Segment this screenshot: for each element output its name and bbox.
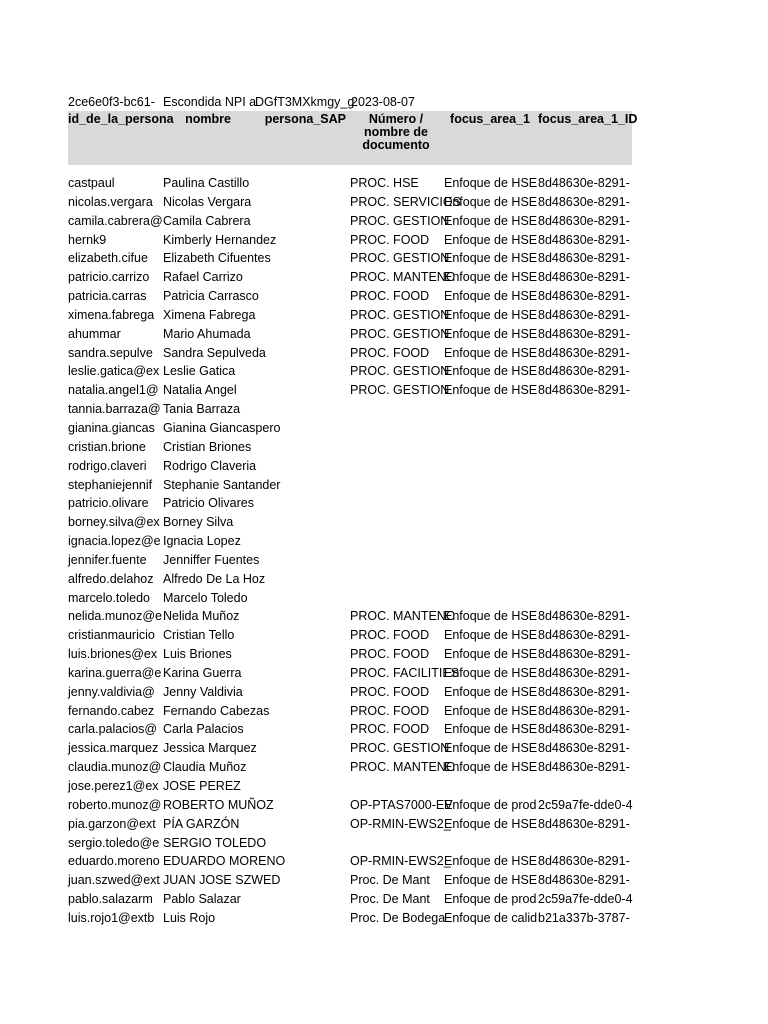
cell-documento[interactable]: PROC. FOOD (350, 628, 430, 643)
cell-focus-area-id[interactable]: 8d48630e-8291- (538, 364, 630, 379)
cell-documento[interactable]: PROC. HSE (350, 176, 419, 190)
cell-id[interactable]: ximena.fabrega (68, 307, 155, 322)
cell-focus-area-id[interactable]: 8d48630e-8291- (538, 722, 630, 737)
table-row (68, 362, 632, 381)
cell-documento[interactable]: PROC. FOOD (350, 703, 430, 718)
cell-focus-area[interactable]: Enfoque de HSE (444, 665, 538, 680)
cell-id[interactable]: luis.briones@ex (68, 647, 158, 662)
cell-documento[interactable]: PROC. GESTION (350, 383, 450, 398)
cell-id[interactable]: borney.silva@ex (68, 515, 160, 530)
cell-id[interactable]: nelida.munoz@e (68, 609, 162, 624)
cell-focus-area-id[interactable]: 8d48630e-8291- (538, 176, 630, 190)
cell-documento[interactable]: OP-PTAS7000-EV (350, 797, 453, 812)
table-row (68, 890, 632, 909)
cell-focus-area[interactable]: Enfoque de HSE (444, 176, 538, 190)
cell-id[interactable]: rodrigo.claveri (68, 458, 147, 473)
table-row (68, 268, 632, 287)
cell-focus-area[interactable]: Enfoque de HSE (444, 647, 538, 662)
cell-documento[interactable]: PROC. GESTION (350, 364, 450, 379)
cell-nombre[interactable]: Karina Guerra (163, 665, 242, 680)
table-row (68, 419, 632, 438)
cell-id[interactable]: pia.garzon@ext (68, 816, 156, 831)
header-id[interactable]: id_de_la_persona (68, 112, 174, 126)
cell-id[interactable]: eduardo.moreno (68, 854, 160, 869)
cell-id[interactable]: stephaniejennif (68, 477, 153, 492)
cell-id[interactable]: ahummar (68, 326, 121, 341)
cell-id[interactable]: patricia.carras (68, 289, 147, 304)
cell-nombre[interactable]: Gianina Giancaspero (163, 420, 281, 435)
table-row (68, 174, 632, 193)
table-row (68, 476, 632, 495)
cell-id[interactable]: fernando.cabez (68, 703, 155, 718)
cell-documento[interactable]: PROC. FOOD (350, 289, 430, 304)
cell-id[interactable]: jennifer.fuente (68, 552, 147, 567)
header-persona-sap[interactable]: persona_SAP (264, 112, 346, 126)
table-row (68, 249, 632, 268)
cell-id[interactable]: carla.palacios@ (68, 722, 158, 737)
cell-focus-area[interactable]: Enfoque de HSE (444, 684, 538, 699)
cell-nombre[interactable]: Carla Palacios (163, 722, 244, 737)
table-row (68, 739, 632, 758)
cell-focus-area[interactable]: Enfoque de HSE (444, 722, 538, 737)
table-row (68, 796, 632, 815)
cell-documento[interactable]: PROC. MANTENC (350, 609, 455, 624)
cell-focus-area[interactable]: Enfoque de HSE (444, 345, 538, 360)
cell-documento[interactable]: Proc. De Mant (350, 873, 430, 888)
cell-focus-area-id[interactable]: 8d48630e-8291- (538, 647, 630, 662)
cell-id[interactable]: pablo.salazarm (68, 892, 153, 907)
cell-id[interactable]: sergio.toledo@e (68, 835, 160, 850)
cell-focus-area-id[interactable]: 8d48630e-8291- (538, 816, 630, 831)
table-row (68, 381, 632, 400)
cell-focus-area[interactable]: Enfoque de HSE (444, 213, 538, 228)
cell-documento[interactable]: PROC. FOOD (350, 722, 430, 737)
cell-nombre[interactable]: Rodrigo Claveria (163, 458, 257, 473)
table-row (68, 589, 632, 608)
cell-nombre[interactable]: Ximena Fabrega (163, 307, 256, 322)
table-row (68, 344, 632, 363)
cell-focus-area[interactable]: Enfoque de calid (444, 910, 538, 925)
table-row (68, 834, 632, 853)
table-row (68, 815, 632, 834)
cell-nombre[interactable]: Luis Briones (163, 647, 232, 662)
table-row (68, 909, 632, 928)
cell-focus-area-id[interactable]: 8d48630e-8291- (538, 383, 630, 398)
cell-id[interactable]: patricio.carrizo (68, 270, 150, 285)
cell-nombre[interactable]: Leslie Gatica (163, 364, 236, 379)
cell-focus-area-id[interactable]: 8d48630e-8291- (538, 270, 630, 285)
cell-focus-area-id[interactable]: 8d48630e-8291- (538, 345, 630, 360)
cell-focus-area-id[interactable]: 8d48630e-8291- (538, 665, 630, 680)
cell-documento[interactable]: PROC. SERVICIOS (350, 194, 461, 209)
table-row (68, 325, 632, 344)
table-row (68, 438, 632, 457)
cell-nombre[interactable]: SERGIO TOLEDO (163, 835, 267, 850)
cell-id[interactable]: castpaul (68, 176, 115, 190)
cell-focus-area-id[interactable]: 8d48630e-8291- (538, 760, 630, 775)
table-row (68, 626, 632, 645)
table-row (68, 306, 632, 325)
cell-focus-area-id[interactable]: 2c59a7fe-dde0-4 (538, 797, 633, 812)
cell-focus-area-id[interactable]: 8d48630e-8291- (538, 684, 630, 699)
cell-nombre[interactable]: Ignacia Lopez (163, 534, 241, 549)
cell-focus-area-id[interactable]: 8d48630e-8291- (538, 232, 630, 247)
table-body (68, 174, 632, 928)
cell-id[interactable]: jessica.marquez (68, 741, 159, 756)
top-cell-name[interactable]: Escondida NPI a (163, 95, 257, 109)
cell-documento[interactable]: PROC. FOOD (350, 232, 430, 247)
cell-nombre[interactable]: Pablo Salazar (163, 892, 241, 907)
cell-focus-area[interactable]: Enfoque de HSE (444, 194, 538, 209)
cell-documento[interactable]: PROC. MANTENC (350, 270, 455, 285)
table-row (68, 570, 632, 589)
cell-nombre[interactable]: Jenniffer Fuentes (163, 552, 260, 567)
cell-focus-area[interactable]: Enfoque de HSE (444, 816, 538, 831)
cell-focus-area[interactable]: Enfoque de HSE (444, 289, 538, 304)
table-row (68, 532, 632, 551)
cell-nombre[interactable]: Claudia Muñoz (163, 760, 247, 775)
cell-nombre[interactable]: Sandra Sepulveda (163, 345, 266, 360)
cell-focus-area[interactable]: Enfoque de HSE (444, 270, 538, 285)
cell-focus-area-id[interactable]: 8d48630e-8291- (538, 873, 630, 888)
cell-focus-area-id[interactable]: 8d48630e-8291- (538, 213, 630, 228)
cell-focus-area[interactable]: Enfoque de HSE (444, 326, 538, 341)
table-row (68, 852, 632, 871)
table-row (68, 607, 632, 626)
cell-nombre[interactable]: Kimberly Hernandez (163, 232, 277, 247)
cell-documento[interactable]: PROC. GESTION (350, 251, 450, 266)
cell-id[interactable]: gianina.giancas (68, 420, 155, 435)
table-row (68, 287, 632, 306)
cell-focus-area[interactable]: Enfoque de HSE (444, 628, 538, 643)
table-row (68, 871, 632, 890)
cell-documento[interactable]: Proc. De Mant (350, 892, 430, 907)
spacer (68, 165, 632, 174)
cell-nombre[interactable]: Borney Silva (163, 515, 234, 530)
table-row (68, 758, 632, 777)
table-row (68, 664, 632, 683)
table-row (68, 720, 632, 739)
cell-focus-area[interactable]: Enfoque de HSE (444, 364, 538, 379)
cell-id[interactable]: leslie.gatica@ex (68, 364, 160, 379)
cell-documento[interactable]: PROC. FOOD (350, 684, 430, 699)
table-row (68, 400, 632, 419)
cell-id[interactable]: ignacia.lopez@e (68, 534, 161, 549)
cell-nombre[interactable]: JUAN JOSE SZWED (163, 873, 281, 888)
table-row (68, 231, 632, 250)
cell-nombre[interactable]: Luis Rojo (163, 910, 216, 925)
cell-id[interactable]: karina.guerra@e (68, 665, 162, 680)
cell-documento[interactable]: PROC. FOOD (350, 345, 430, 360)
cell-nombre[interactable]: Cristian Tello (163, 628, 235, 643)
top-cell-id[interactable]: 2ce6e0f3-bc61- (68, 95, 155, 109)
cell-focus-area[interactable]: Enfoque de HSE (444, 854, 538, 869)
table-row (68, 513, 632, 532)
cell-documento[interactable]: PROC. MANTENC (350, 760, 455, 775)
cell-nombre[interactable]: Fernando Cabezas (163, 703, 270, 718)
cell-nombre[interactable]: EDUARDO MORENO (163, 854, 286, 869)
cell-id[interactable]: luis.rojo1@extb (68, 910, 155, 925)
table-row (68, 702, 632, 721)
cell-id[interactable]: claudia.munoz@ (68, 760, 162, 775)
cell-focus-area-id[interactable]: 8d48630e-8291- (538, 307, 630, 322)
cell-documento[interactable]: PROC. FACILITIES (350, 665, 460, 680)
cell-nombre[interactable]: Tania Barraza (163, 402, 241, 417)
cell-id[interactable]: camila.cabrera@ (68, 213, 163, 228)
cell-documento[interactable]: PROC. GESTION (350, 326, 450, 341)
cell-nombre[interactable]: Marcelo Toledo (163, 590, 248, 605)
cell-id[interactable]: alfredo.delahoz (68, 571, 154, 586)
cell-nombre[interactable]: PÍA GARZÓN (163, 816, 240, 831)
cell-focus-area-id[interactable]: 8d48630e-8291- (538, 628, 630, 643)
cell-nombre[interactable]: Cristian Briones (163, 439, 252, 454)
cell-documento[interactable]: PROC. GESTION (350, 213, 450, 228)
cell-documento[interactable]: PROC. FOOD (350, 647, 430, 662)
cell-focus-area[interactable]: Enfoque de HSE (444, 307, 538, 322)
cell-nombre[interactable]: Paulina Castillo (163, 176, 250, 190)
header-nombre[interactable]: nombre (185, 112, 231, 126)
cell-nombre[interactable]: Jenny Valdivia (163, 684, 243, 699)
cell-focus-area-id[interactable]: 8d48630e-8291- (538, 854, 630, 869)
cell-nombre[interactable]: Rafael Carrizo (163, 270, 243, 285)
cell-nombre[interactable]: Alfredo De La Hoz (163, 571, 266, 586)
cell-nombre[interactable]: Patricia Carrasco (163, 289, 259, 304)
cell-documento[interactable]: PROC. GESTION (350, 741, 450, 756)
cell-focus-area[interactable]: Enfoque de HSE (444, 383, 538, 398)
table-row (68, 212, 632, 231)
cell-id[interactable]: sandra.sepulve (68, 345, 153, 360)
cell-id[interactable]: nicolas.vergara (68, 194, 153, 209)
table-row (68, 683, 632, 702)
cell-nombre[interactable]: Nelida Muñoz (163, 609, 240, 624)
header-focus-area-id[interactable]: focus_area_1_ID (538, 112, 638, 126)
cell-id[interactable]: jenny.valdivia@ (68, 684, 155, 699)
cell-id[interactable]: elizabeth.cifue (68, 251, 148, 266)
cell-focus-area[interactable]: Enfoque de HSE (444, 703, 538, 718)
cell-id[interactable]: hernk9 (68, 232, 107, 247)
table-row (68, 645, 632, 664)
cell-id[interactable]: patricio.olivare (68, 496, 149, 511)
cell-nombre[interactable]: JOSE PEREZ (163, 779, 241, 793)
cell-nombre[interactable]: Nicolas Vergara (163, 194, 252, 209)
cell-focus-area-id[interactable]: 8d48630e-8291- (538, 251, 630, 266)
top-cell-date[interactable]: 2023-08-07 (351, 95, 415, 109)
spreadsheet (68, 94, 638, 928)
cell-focus-area-id[interactable]: 8d48630e-8291- (538, 609, 630, 624)
cell-focus-area-id[interactable]: 2c59a7fe-dde0-4 (538, 892, 633, 907)
cell-id[interactable]: jose.perez1@ex (68, 779, 159, 793)
cell-focus-area[interactable]: Enfoque de prod (444, 797, 537, 812)
cell-focus-area[interactable]: Enfoque de HSE (444, 609, 538, 624)
header-documento[interactable]: Número / nombre de documento (362, 112, 430, 152)
cell-focus-area-id[interactable]: 8d48630e-8291- (538, 703, 630, 718)
cell-nombre[interactable]: Stephanie Santander (163, 477, 281, 492)
cell-focus-area-id[interactable]: 8d48630e-8291- (538, 289, 630, 304)
cell-focus-area[interactable]: Enfoque de HSE (444, 873, 538, 888)
table-row (68, 551, 632, 570)
table-row (68, 494, 632, 513)
cell-id[interactable]: roberto.munoz@ (68, 797, 162, 812)
cell-id[interactable]: marcelo.toledo (68, 590, 150, 605)
table-row (68, 457, 632, 476)
cell-id[interactable]: cristianmauricio (68, 628, 155, 643)
cell-nombre[interactable]: ROBERTO MUÑOZ (163, 797, 274, 812)
cell-focus-area[interactable]: Enfoque de HSE (444, 251, 538, 266)
cell-focus-area-id[interactable]: 8d48630e-8291- (538, 194, 630, 209)
top-row (68, 94, 632, 111)
cell-focus-area-id[interactable]: b21a337b-3787- (538, 910, 630, 925)
cell-nombre[interactable]: Mario Ahumada (163, 326, 251, 341)
table-row (68, 193, 632, 212)
header-row (68, 111, 638, 165)
cell-id[interactable]: natalia.angel1@ (68, 383, 159, 398)
cell-nombre[interactable]: Camila Cabrera (163, 213, 251, 228)
cell-documento[interactable]: OP-RMIN-EWS2_ (350, 854, 451, 869)
cell-documento[interactable]: OP-RMIN-EWS2_ (350, 816, 451, 831)
cell-documento[interactable]: Proc. De Bodega (350, 910, 446, 925)
cell-id[interactable]: tannia.barraza@ (68, 402, 161, 417)
cell-id[interactable]: juan.szwed@ext (68, 873, 160, 888)
cell-nombre[interactable]: Jessica Marquez (163, 741, 257, 756)
cell-nombre[interactable]: Natalia Angel (163, 383, 237, 398)
cell-nombre[interactable]: Elizabeth Cifuentes (163, 251, 271, 266)
top-cell-sap[interactable]: DGfT3MXkmgy_g (255, 95, 355, 109)
cell-focus-area[interactable]: Enfoque de prod (444, 892, 537, 907)
cell-focus-area-id[interactable]: 8d48630e-8291- (538, 741, 630, 756)
cell-focus-area[interactable]: Enfoque de HSE (444, 760, 538, 775)
table-row (68, 777, 632, 796)
cell-focus-area[interactable]: Enfoque de HSE (444, 232, 538, 247)
cell-focus-area-id[interactable]: 8d48630e-8291- (538, 326, 630, 341)
cell-id[interactable]: cristian.brione (68, 439, 146, 454)
header-focus-area[interactable]: focus_area_1 (450, 112, 530, 126)
cell-nombre[interactable]: Patricio Olivares (163, 496, 254, 511)
cell-documento[interactable]: PROC. GESTION (350, 307, 450, 322)
cell-focus-area[interactable]: Enfoque de HSE (444, 741, 538, 756)
